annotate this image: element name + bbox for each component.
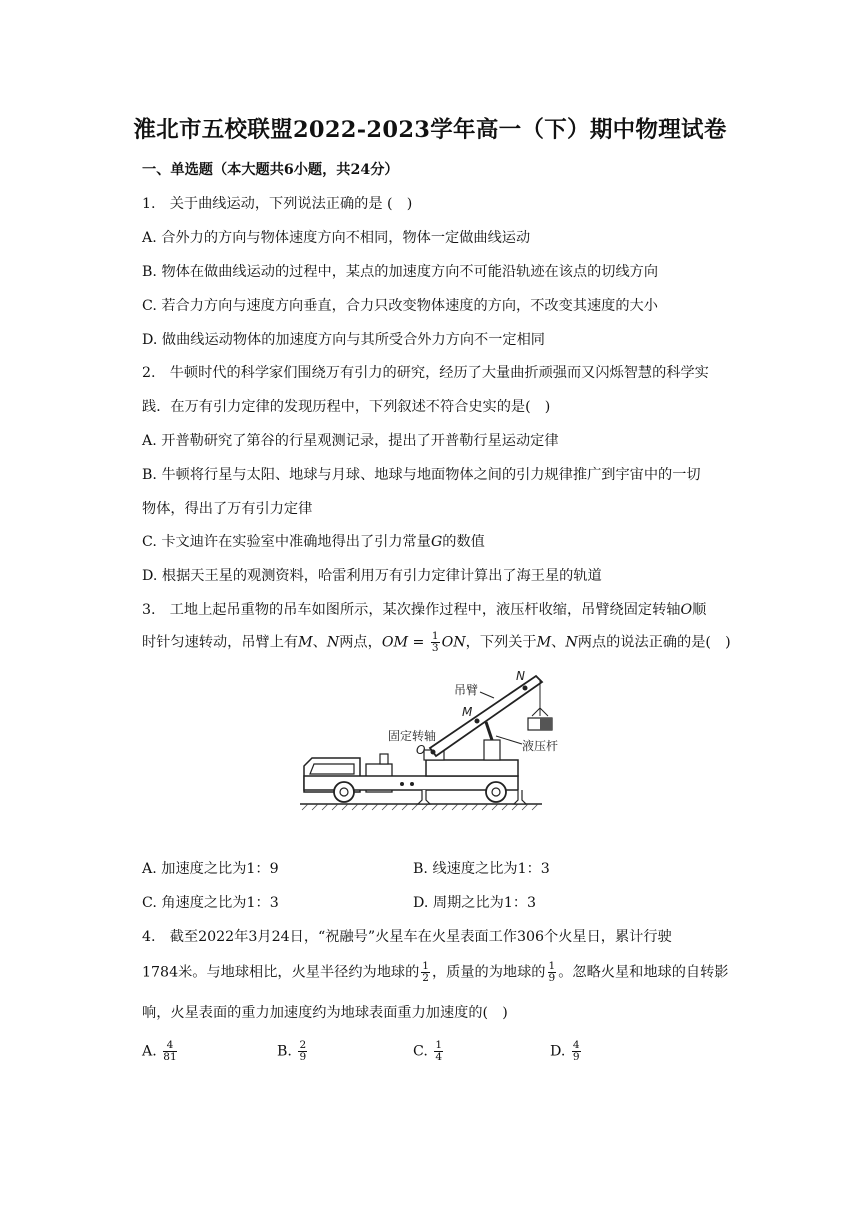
q2-stem-line1: 2. 牛顿时代的科学家们围绕万有引力的研究，经历了大量曲折顽强而又闪烁智慧的科学实 [142,365,709,381]
q4-option-d: D. $\frac{4}{9}$ [550,1039,580,1063]
q2-option-b-line2: 物体，得出了万有引力定律 [142,501,313,517]
q2-option-b-line1: B. 牛顿将行星与太阳、地球与月球、地球与地面物体之间的引力规律推广到宇宙中的一切 [142,467,701,483]
q4-stem-line2: 1784米。与地球相比，火星半径约为地球的 $\frac{1}{2}$ ，质量的为地球的 $\frac{1}{9}$ 。忽略火星和地球的自转影 [142,960,729,984]
q2-option-c: C. 卡文迪许在实验室中准确地得出了引力常量G的数值 [142,534,485,550]
q2-option-a: A. 开普勒研究了第谷的行星观测记录，提出了开普勒行星运动定律 [142,433,559,449]
label-M: M [462,705,473,719]
q1-option-d: D. 做曲线运动物体的加速度方向与其所受合外力方向不一定相同 [142,332,545,348]
q2-stem-line2: 践．在万有引力定律的发现历程中，下列叙述不符合史实的是( ) [142,399,551,415]
q1-option-a: A. 合外力的方向与物体速度方向不相同，物体一定做曲线运动 [142,230,531,246]
fraction-one-third: $\frac{1}{3}$ [431,630,439,654]
q4-stem-line3: 响，火星表面的重力加速度约为地球表面重力加速度的( ) [142,1005,508,1021]
crane-figure [296,664,559,812]
label-axis: 固定转轴 [388,729,437,743]
q3-stem-line1: 3. 工地上起吊重物的吊车如图所示，某次操作过程中，液压杆收缩，吊臂绕固定转轴O顺 [142,602,707,618]
q4-stem-line1: 4. 截至2022年3月24日，“祝融号”火星车在火星表面工作306个火星日，累计行驶 [142,929,672,945]
q2-option-d: D. 根据天王星的观测资料，哈雷利用万有引力定律计算出了海王星的轨道 [142,568,602,584]
q3-stem-line2: 时针匀速转动，吊臂上有M、N两点，OM = $\frac{1}{3}$ ON，下列关于M、N两点的说法正确的是( ) [142,630,731,654]
q4-option-b: B. $\frac{2}{9}$ [277,1039,307,1063]
page-title: 淮北市五校联盟2022-2023学年高一（下）期中物理试卷 [133,117,727,143]
q4-option-a: A. $\frac{4}{81}$ [142,1039,177,1063]
section-heading: 一、单选题（本大题共6小题，共24分） [142,162,399,178]
label-N: N [516,669,525,683]
q4-option-c: C. $\frac{1}{4}$ [413,1039,443,1063]
label-arm: 吊臂 [454,683,479,697]
label-rod: 液压杆 [522,739,559,753]
q1-stem: 1. 关于曲线运动，下列说法正确的是 ( ) [142,196,413,212]
q3-option-a: A. 加速度之比为1：9 [142,861,279,877]
q1-option-c: C. 若合力方向与速度方向垂直，合力只改变物体速度的方向，不改变其速度的大小 [142,298,658,314]
label-O: O [416,743,426,757]
q1-option-b: B. 物体在做曲线运动的过程中，某点的加速度方向不可能沿轨迹在该点的切线方向 [142,264,659,280]
q3-option-d: D. 周期之比为1：3 [413,895,537,911]
q3-option-b: B. 线速度之比为1：3 [413,861,550,877]
q3-option-c: C. 角速度之比为1：3 [142,895,279,911]
